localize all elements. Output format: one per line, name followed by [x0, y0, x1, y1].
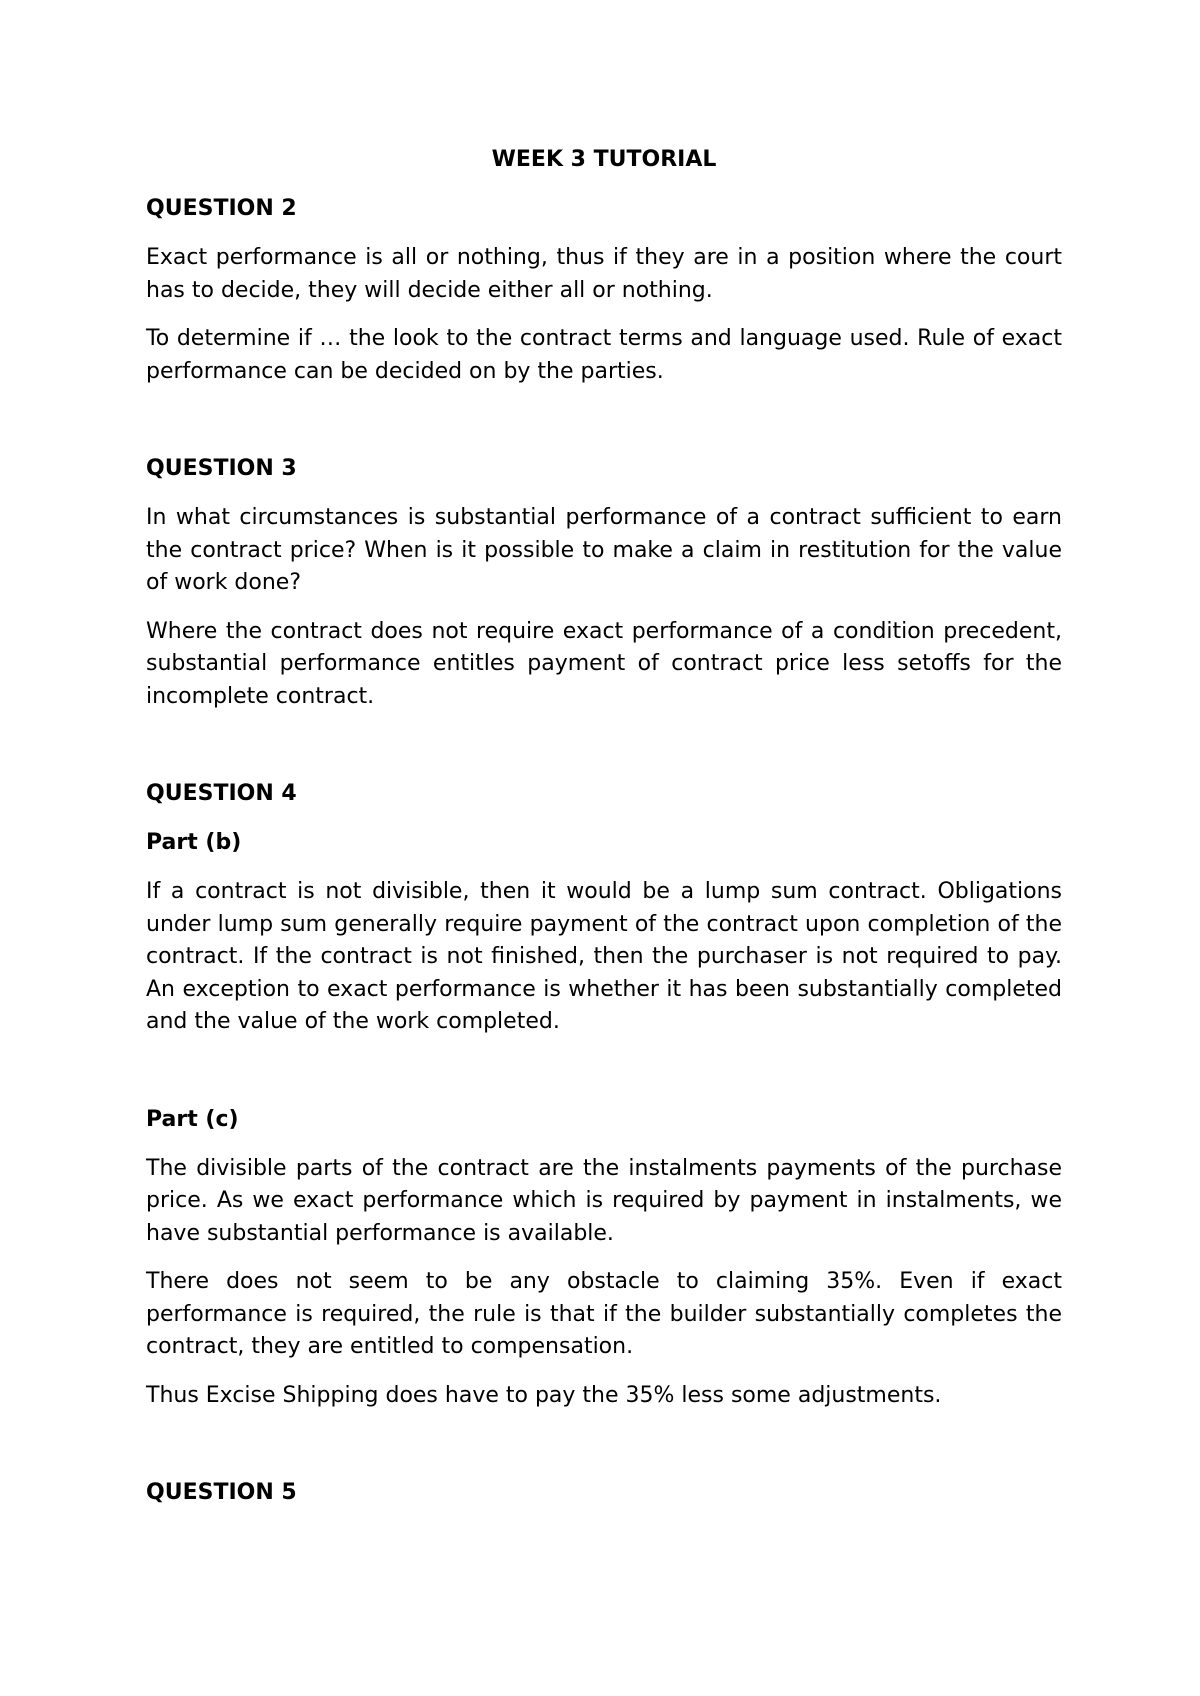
document-title: WEEK 3 TUTORIAL [491, 147, 717, 172]
part-c-heading: Part (c) [146, 1106, 239, 1132]
question-2-heading: QUESTION 2 [146, 196, 297, 221]
part-c-paragraph-3: Thus Excise Shipping does have to pay the 35% less some adjustments. [146, 1382, 942, 1408]
section-spacer [146, 1055, 1062, 1104]
question-4-heading: QUESTION 4 [146, 781, 297, 806]
question-3-paragraph-1: In what circumstances is substantial performance of a contract sufficient to earn the contract price? When is it possible to make a claim in restitution for the value of work done? [146, 505, 1062, 595]
part-b-heading: Part (b) [146, 830, 242, 855]
question-3-heading: QUESTION 3 [146, 456, 297, 481]
section-spacer [146, 729, 1062, 778]
document-page [146, 144, 1062, 1526]
part-c-paragraph-1: The divisible parts of the contract are the instalments payments of the purchase price. As we exact performance which is required by payment in instalments, we have substantial performance is available. [146, 1155, 1062, 1246]
part-b-paragraph-1: If a contract is not divisible, then it would be a lump sum contract. Obligations under lump sum generally require payment of the contract upon completion of the contract. If the contract is not finished, then the purchaser is not required to pay. An exception to exact performance is whether it has been substantially completed and the value of the work completed. [146, 879, 1062, 1034]
question-3-paragraph-2: Where the contract does not require exact performance of a condition precedent, substantial performance entitles payment of contract price less setoffs for the incomplete contract. [146, 618, 1062, 709]
section-spacer [146, 1428, 1062, 1477]
section-spacer [146, 404, 1062, 453]
question-5-heading: QUESTION 5 [146, 1480, 297, 1505]
question-2-paragraph-2: To determine if … the look to the contract terms and language used. Rule of exact performance can be decided on by the parties. [146, 326, 1062, 384]
question-2-paragraph-1: Exact performance is all or nothing, thus if they are in a position where the court has to decide, they will decide either all or nothing. [146, 245, 1062, 303]
part-c-paragraph-2: There does not seem to be any obstacle to claiming 35%. Even if exact performance is required, the rule is that if the builder substantially completes the contract, they are entitled to compensation. [146, 1269, 1062, 1359]
